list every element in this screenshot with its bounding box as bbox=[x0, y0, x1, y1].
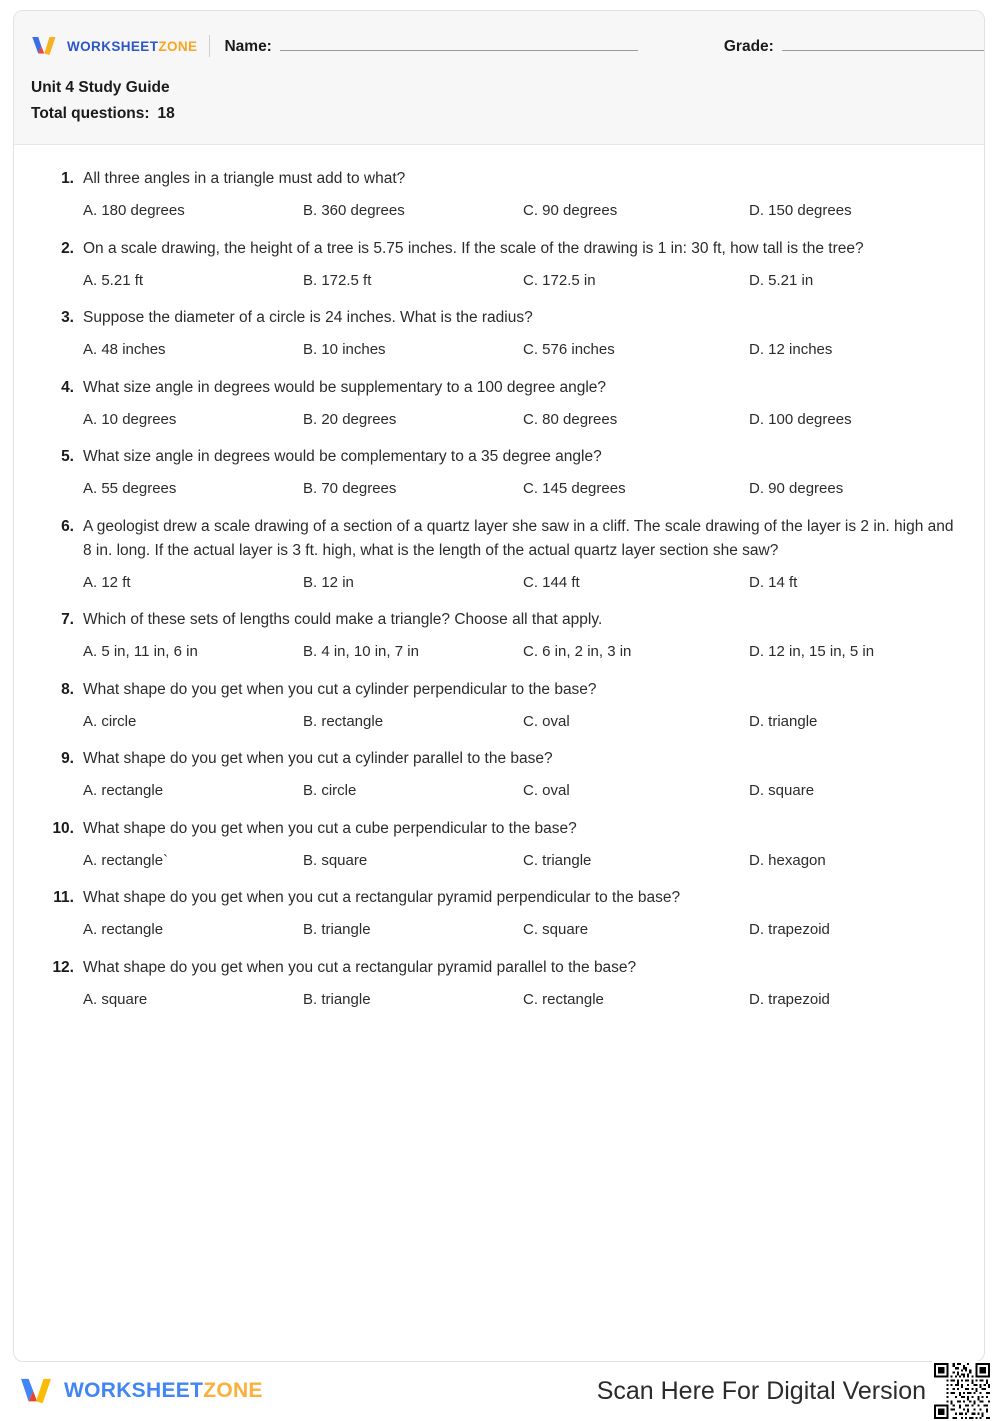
answer-options bbox=[36, 919, 962, 942]
answer-options bbox=[36, 989, 962, 1012]
brand-wordmark bbox=[67, 39, 197, 54]
header-divider bbox=[209, 35, 210, 57]
header-top-row bbox=[14, 11, 984, 63]
answer-options bbox=[36, 200, 962, 223]
worksheet-footer bbox=[0, 1368, 1000, 1414]
footer-brand-word-secondary: ZONE bbox=[203, 1379, 263, 1402]
scan-label: Scan Here For Digital Version bbox=[596, 1376, 926, 1405]
question-text: What shape do you get when you cut a cylinder parallel to the base? bbox=[83, 750, 553, 768]
question-block bbox=[36, 747, 962, 803]
brand-logo bbox=[30, 34, 197, 58]
answer-option[interactable]: D. hexagon bbox=[749, 851, 826, 869]
question-text: On a scale drawing, the height of a tree is 5.75 inches. If the scale of the drawing is 1 in: 30 ft, how tall is the tree? bbox=[83, 239, 864, 257]
question-number: 1. bbox=[61, 170, 74, 187]
question-text: What size angle in degrees would be supplementary to a 100 degree angle? bbox=[83, 378, 607, 396]
answer-options bbox=[36, 711, 962, 734]
total-questions-label: Total questions: bbox=[31, 105, 150, 123]
answer-option[interactable]: B. square bbox=[303, 851, 368, 869]
name-field[interactable] bbox=[224, 36, 637, 56]
answer-options bbox=[36, 780, 962, 803]
answer-option[interactable]: A. square bbox=[83, 990, 148, 1008]
answer-option[interactable]: B. 172.5 ft bbox=[303, 271, 372, 289]
brand-word-primary: WORKSHEET bbox=[67, 38, 159, 54]
answer-option[interactable]: A. 12 ft bbox=[83, 573, 131, 591]
answer-option[interactable]: A. 48 inches bbox=[83, 341, 166, 359]
answer-option[interactable]: B. rectangle bbox=[303, 712, 384, 730]
answer-option[interactable]: A. rectangle` bbox=[83, 851, 169, 869]
answer-option[interactable]: C. 90 degrees bbox=[523, 202, 618, 220]
question-block bbox=[36, 237, 962, 293]
total-questions-row bbox=[31, 103, 984, 125]
question-number: 10. bbox=[52, 819, 74, 837]
qr-code-icon[interactable] bbox=[932, 1361, 992, 1421]
question-row bbox=[36, 515, 962, 563]
answer-options bbox=[36, 572, 962, 595]
question-block bbox=[36, 956, 962, 1012]
answer-option[interactable]: C. 80 degrees bbox=[523, 410, 618, 428]
grade-field[interactable] bbox=[724, 36, 985, 56]
answer-option[interactable]: D. 90 degrees bbox=[749, 480, 844, 498]
question-row bbox=[36, 376, 962, 400]
question-block bbox=[36, 445, 962, 501]
grade-label: Grade: bbox=[723, 38, 774, 55]
answer-option[interactable]: C. oval bbox=[523, 782, 570, 800]
name-label: Name: bbox=[224, 38, 272, 55]
footer-worksheet-zone-logo-icon bbox=[18, 1376, 56, 1406]
answer-option[interactable]: B. 20 degrees bbox=[303, 410, 397, 428]
question-block bbox=[36, 608, 962, 664]
brand-word-secondary: ZONE bbox=[158, 38, 198, 54]
question-row bbox=[36, 445, 962, 469]
question-number: 9. bbox=[61, 750, 74, 768]
answer-option[interactable]: A. rectangle bbox=[83, 921, 164, 939]
question-row bbox=[36, 306, 962, 330]
answer-option[interactable]: C. 144 ft bbox=[523, 573, 580, 591]
name-input-line[interactable] bbox=[280, 36, 638, 51]
answer-option[interactable]: C. 6 in, 2 in, 3 in bbox=[523, 643, 632, 661]
answer-option[interactable]: A. 180 degrees bbox=[83, 202, 185, 220]
question-text: What shape do you get when you cut a cylinder perpendicular to the base? bbox=[83, 680, 597, 698]
question-block bbox=[36, 817, 962, 873]
question-row bbox=[36, 167, 962, 191]
question-number: 4. bbox=[61, 378, 74, 396]
answer-option[interactable]: B. 360 degrees bbox=[303, 202, 405, 220]
footer-brand-word-primary: WORKSHEET bbox=[64, 1379, 204, 1402]
answer-options bbox=[36, 409, 962, 432]
worksheet-header bbox=[14, 11, 984, 145]
question-block bbox=[36, 515, 962, 595]
question-row bbox=[36, 747, 962, 771]
answer-option[interactable]: C. triangle bbox=[523, 851, 592, 869]
footer-brand-wordmark bbox=[64, 1379, 263, 1403]
questions-list bbox=[14, 145, 984, 1011]
answer-option[interactable]: B. circle bbox=[303, 782, 357, 800]
answer-option[interactable]: B. 4 in, 10 in, 7 in bbox=[303, 643, 419, 661]
answer-option[interactable]: A. circle bbox=[83, 712, 137, 730]
total-questions-value: 18 bbox=[157, 105, 175, 123]
question-block bbox=[36, 678, 962, 734]
answer-options bbox=[36, 478, 962, 501]
question-row bbox=[36, 956, 962, 980]
answer-option[interactable]: B. triangle bbox=[303, 990, 371, 1008]
worksheet-zone-logo-icon bbox=[30, 34, 60, 58]
answer-option[interactable]: D. trapezoid bbox=[749, 990, 830, 1008]
question-number: 11. bbox=[53, 889, 74, 907]
answer-option[interactable]: D. 12 inches bbox=[749, 341, 833, 359]
question-row bbox=[36, 817, 962, 841]
question-text: A geologist drew a scale drawing of a section of a quartz layer she saw in a cliff. The scale drawing of the layer is 2 in. high and 8 in. long. If the actual layer is 3 ft. high, what is the length of the actual quartz layer section she saw? bbox=[83, 517, 954, 559]
answer-option[interactable]: A. 5.21 ft bbox=[83, 271, 144, 289]
answer-option[interactable]: D. 100 degrees bbox=[749, 410, 852, 428]
question-text: Which of these sets of lengths could make a triangle? Choose all that apply. bbox=[83, 611, 603, 629]
page-title: Unit 4 Study Guide bbox=[31, 79, 170, 96]
answer-options bbox=[36, 339, 962, 362]
answer-option[interactable]: C. 172.5 in bbox=[523, 271, 596, 289]
answer-option[interactable]: A. 10 degrees bbox=[83, 410, 177, 428]
question-number: 12. bbox=[52, 958, 74, 976]
grade-input-line[interactable] bbox=[782, 36, 985, 51]
answer-options bbox=[36, 270, 962, 293]
worksheet-page bbox=[13, 10, 985, 1362]
answer-option[interactable]: A. 5 in, 11 in, 6 in bbox=[83, 643, 198, 661]
question-block bbox=[36, 376, 962, 432]
question-block bbox=[36, 306, 962, 362]
question-block bbox=[36, 167, 962, 223]
answer-option[interactable]: C. oval bbox=[523, 712, 570, 730]
question-text: What size angle in degrees would be complementary to a 35 degree angle? bbox=[83, 448, 602, 466]
answer-option[interactable]: C. square bbox=[523, 921, 589, 939]
answer-option[interactable]: B. 12 in bbox=[303, 573, 354, 591]
question-row bbox=[36, 678, 962, 702]
answer-options bbox=[36, 641, 962, 664]
answer-option[interactable]: D. 12 in, 15 in, 5 in bbox=[749, 643, 875, 661]
answer-option[interactable]: C. rectangle bbox=[523, 990, 604, 1008]
answer-option[interactable]: B. 10 inches bbox=[303, 341, 386, 359]
question-row bbox=[36, 886, 962, 910]
question-text: What shape do you get when you cut a rectangular pyramid parallel to the base? bbox=[83, 958, 637, 976]
question-block bbox=[36, 886, 962, 942]
header-title-block bbox=[14, 63, 984, 126]
question-number: 6. bbox=[61, 517, 74, 535]
answer-option[interactable]: B. triangle bbox=[303, 921, 371, 939]
answer-option[interactable]: D. square bbox=[749, 782, 815, 800]
answer-option[interactable]: D. triangle bbox=[749, 712, 818, 730]
answer-options bbox=[36, 850, 962, 873]
answer-option[interactable]: D. 5.21 in bbox=[749, 271, 814, 289]
question-number: 5. bbox=[61, 448, 74, 466]
question-text: Suppose the diameter of a circle is 24 inches. What is the radius? bbox=[83, 309, 533, 327]
question-text: What shape do you get when you cut a rectangular pyramid perpendicular to the base? bbox=[83, 889, 681, 907]
question-row bbox=[36, 237, 962, 261]
scan-section bbox=[597, 1361, 992, 1421]
question-number: 8. bbox=[61, 680, 74, 698]
answer-option[interactable]: D. 150 degrees bbox=[749, 202, 852, 220]
question-number: 3. bbox=[61, 309, 74, 327]
answer-option[interactable]: A. 55 degrees bbox=[83, 480, 177, 498]
answer-option[interactable]: D. 14 ft bbox=[749, 573, 798, 591]
answer-option[interactable]: C. 145 degrees bbox=[523, 480, 626, 498]
answer-option[interactable]: D. trapezoid bbox=[749, 921, 830, 939]
question-number: 7. bbox=[61, 611, 74, 629]
footer-brand-logo bbox=[18, 1376, 263, 1406]
question-text: All three angles in a triangle must add to what? bbox=[83, 170, 406, 187]
question-number: 2. bbox=[61, 239, 74, 257]
answer-option[interactable]: B. 70 degrees bbox=[303, 480, 397, 498]
question-row bbox=[36, 608, 962, 632]
question-text: What shape do you get when you cut a cube perpendicular to the base? bbox=[83, 819, 577, 837]
answer-option[interactable]: A. rectangle bbox=[83, 782, 164, 800]
answer-option[interactable]: C. 576 inches bbox=[523, 341, 615, 359]
